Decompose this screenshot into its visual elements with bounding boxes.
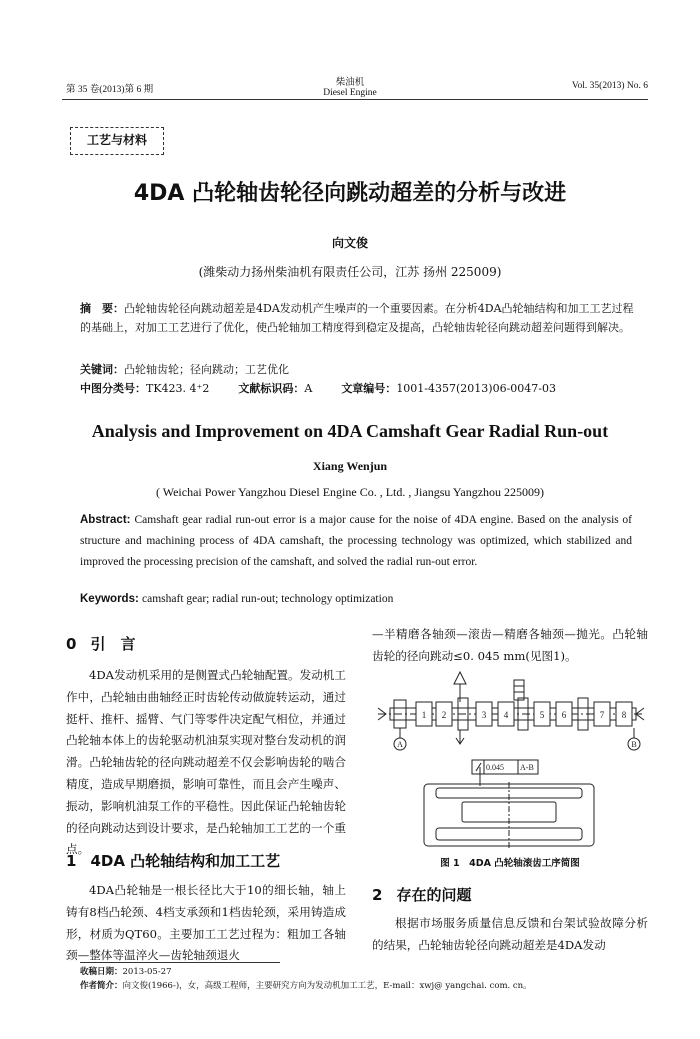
received-label: 收稿日期：: [80, 967, 123, 977]
section-2-title: 存在的问题: [396, 886, 472, 904]
section-0-body: 4DA发动机采用的是侧置式凸轮轴配置。发动机工作中，凸轮轴由曲轴经正时齿轮传动做旋转运动，通过挺杆、推杆、摇臂、气门等零件决定配气相位，并通过凸轮轴本体上的齿轮驱动机油泵实现对整台发动机的润滑。凸轮轴齿轮的径向跳动超差不仅会影响齿轮的啮合精度，造成早期磨损，影响可靠性，而且会产生噪声、振动，影响机油泵工作的平稳性。因此保证凸轮轴齿轮的径向跳动达到设计要求，是凸轮轴加工工艺的一个重点。: [66, 668, 346, 857]
header-rule: [62, 99, 648, 100]
keywords-en-label: Keywords: [80, 593, 135, 605]
footnote-bio: [80, 980, 650, 993]
datum-a: A: [397, 740, 403, 749]
keywords-cn-label: 关键词：: [80, 363, 124, 376]
footnote-rule: [80, 962, 280, 963]
journal-6: 6: [561, 710, 567, 720]
abstract-cn-label: 摘 要：: [80, 302, 124, 315]
abstract-en-text: Camshaft gear radial run-out error is a major cause for the noise of 4DA engine. Based on the analysis of structure and machining process of 4DA camshaft, the processing technology was optimized, which stabilized and improved the processing precision of the camshaft, and solved the radial run-out error.: [80, 514, 632, 568]
doc-code-label: 文献标识码：: [238, 382, 305, 395]
figure-1: [372, 668, 648, 850]
author-en: Xiang Wenjun: [312, 459, 388, 473]
title-cn: 4DA 凸轮轴齿轮径向跳动超差的分析与改进: [133, 181, 567, 206]
gear-neck: [514, 680, 524, 700]
article-no-label: 文章编号：: [341, 382, 397, 395]
journal-7: 7: [599, 710, 605, 720]
section-0-title: 引 言: [90, 635, 136, 653]
section-0-heading: [66, 633, 135, 654]
author-cn: 向文俊: [331, 236, 368, 250]
tolerance-value: 0.045: [486, 763, 504, 772]
datum-marker-top: [454, 672, 466, 684]
affiliation-cn: (潍柴动力扬州柴油机有限责任公司，江苏 扬州 225009): [198, 265, 502, 279]
section-2-num: 2: [372, 886, 383, 904]
column-tag: 工艺与材料: [70, 127, 164, 155]
header-right: Vol. 35(2013) No. 6: [571, 81, 648, 91]
bio-label: 作者简介：: [80, 981, 123, 991]
clc-value: TK423. 4⁺2: [146, 382, 210, 395]
received-date: 2013-05-27: [122, 967, 172, 977]
journal-1: 1: [421, 710, 427, 720]
section-1-body: 4DA凸轮轴是一根长径比大于10的细长轴，轴上铸有8档凸轮颈、4档支承颈和1档齿轮颈，采用铸造成形，材质为QT60。主要加工工艺过程为：粗加工各轴颈—整体等温淬火—齿轮轴颈退火: [66, 883, 346, 963]
abstract-en-label: Abstract: [80, 514, 127, 526]
journal-3: 3: [481, 710, 487, 720]
title-en: Analysis and Improvement on 4DA Camshaft Gear Radial Run-out: [91, 421, 609, 441]
bio-text: 向文俊(1966-)，女，高级工程师，主要研究方向为发动机加工工艺，E-mail：xwj@ yangchai. com. cn。: [122, 981, 532, 991]
right-column-text: —半精磨各轴颈—滚齿—精磨各轴颈—抛光。凸轮轴齿轮的径向跳动≤0. 045 mm(见图1)。: [372, 627, 648, 663]
keywords-en-text: camshaft gear; radial run-out; technology optimization: [142, 593, 394, 605]
classification: [80, 379, 660, 398]
abstract-en: Abstract: Camshaft gear radial run-out error is a major cause for the noise of 4DA engine. Based on the analysis of structure and machining process of 4DA camshaft, the processing technology was optimized, which stabilized and improved the processing precision of the camshaft, and solved the radial run-out error.: [80, 514, 632, 568]
figure-1-caption: 图 1 4DA 凸轮轴滚齿工序简图: [440, 858, 580, 869]
journal-4: 4: [503, 710, 509, 720]
section-1-num: 1: [66, 852, 77, 870]
section-1-title: 4DA 凸轮轴结构和加工工艺: [90, 852, 281, 870]
clc-label: 中图分类号：: [80, 382, 146, 395]
tolerance-datum: A-B: [520, 763, 534, 772]
article-no-value: 1001-4357(2013)06-0047-03: [396, 382, 557, 395]
abstract-cn-text: 凸轮轴齿轮径向跳动超差是4DA发动机产生噪声的一个重要因素。在分析4DA凸轮轴结构和加工工艺过程的基础上，对加工工艺进行了优化，使凸轮轴加工精度得到稳定及提高，凸轮轴齿轮径向跳动超差问题得到解决。: [80, 302, 634, 334]
journal-5: 5: [539, 710, 545, 720]
abstract-cn: [80, 299, 635, 337]
section-2-heading: [372, 884, 471, 905]
journal-8: 8: [621, 710, 627, 720]
section-1-heading: [66, 850, 280, 871]
keywords-cn: [80, 360, 635, 379]
section-2-body: 根据市场服务质量信息反馈和台架试验故障分析的结果，凸轮轴齿轮径向跳动超差是4DA发动: [372, 916, 648, 952]
affiliation-en: ( Weichai Power Yangzhou Diesel Engine Co. , Ltd. , Jiangsu Yangzhou 225009): [155, 485, 545, 499]
keywords-cn-text: 凸轮轴齿轮；径向跳动；工艺优化: [124, 363, 289, 376]
doc-code-value: A: [304, 382, 313, 395]
header-center-cn: 柴油机: [335, 78, 365, 88]
footnote-received: [80, 966, 172, 979]
datum-b: B: [631, 740, 637, 749]
keywords-en: Keywords: camshaft gear; radial run-out; technology optimization: [80, 593, 394, 605]
journal-2: 2: [441, 710, 447, 720]
header-center-en: Diesel Engine: [323, 88, 377, 98]
header-left: 第 35 卷(2013)第 6 期: [66, 85, 154, 95]
section-0-num: 0: [66, 635, 77, 653]
